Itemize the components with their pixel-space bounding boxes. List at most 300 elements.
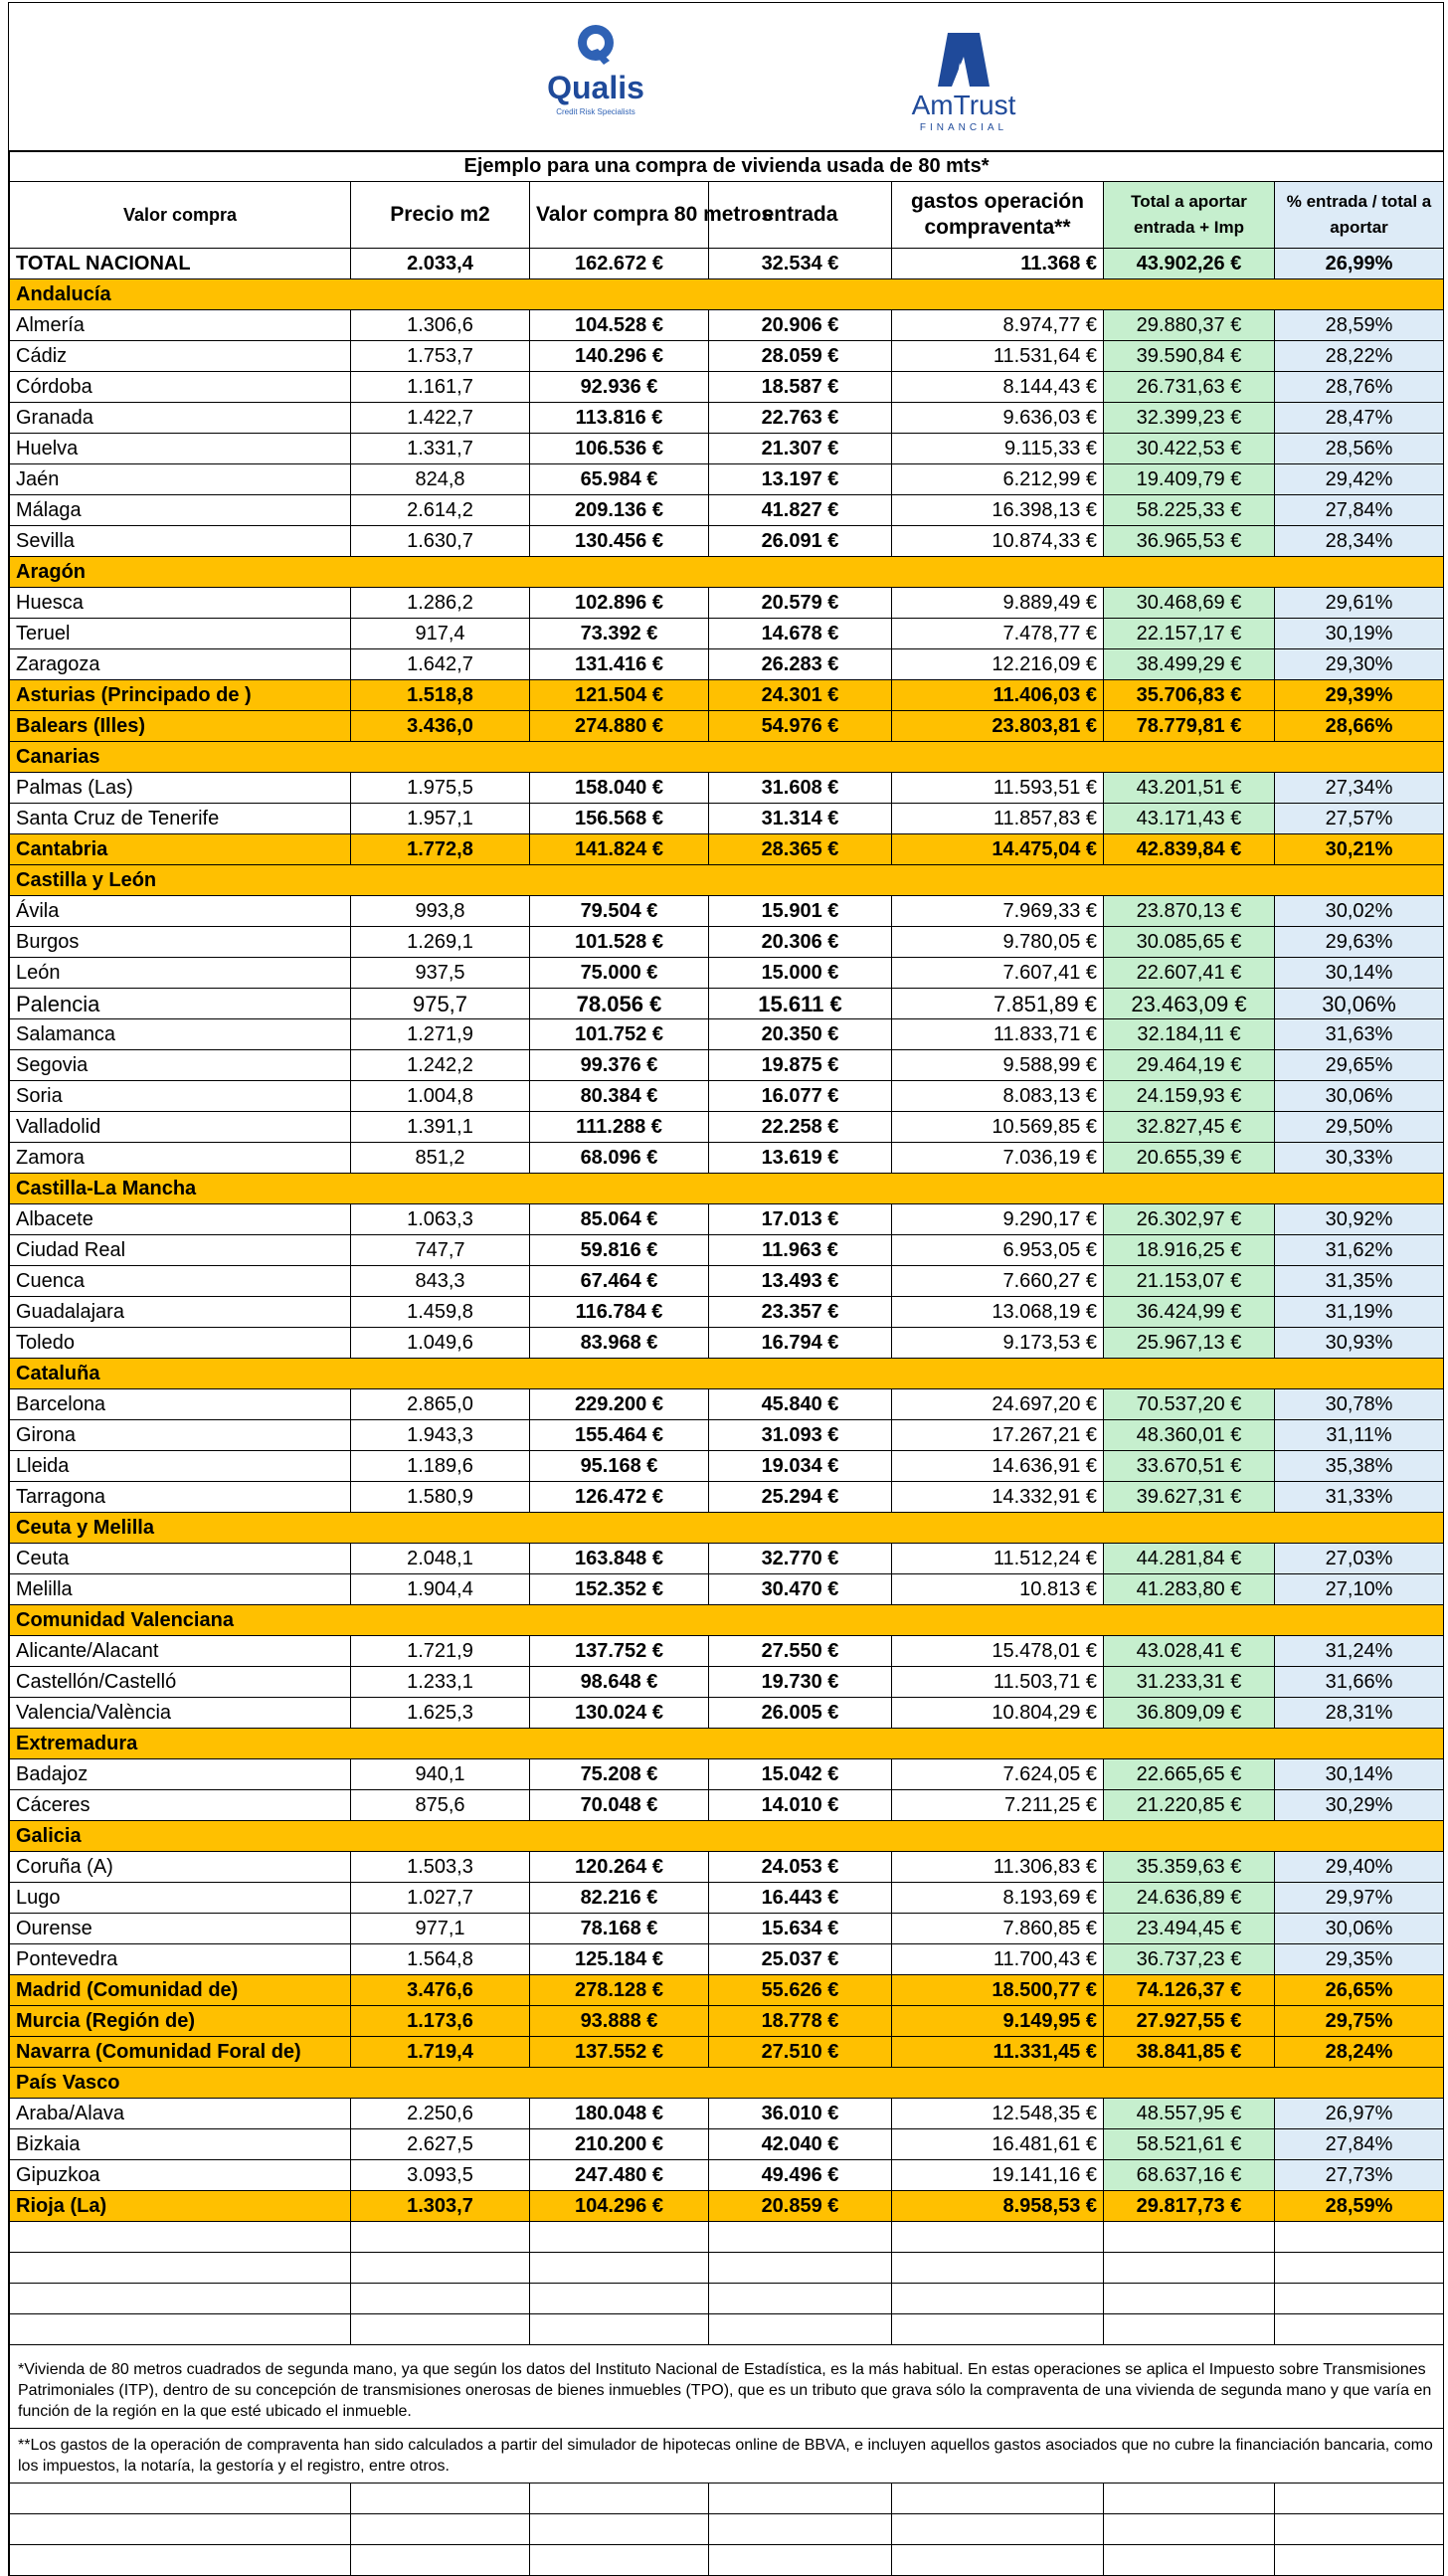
down-payment-cell: 36.010 € xyxy=(709,2099,892,2129)
row-label: Albacete xyxy=(10,1204,351,1235)
down-payment-cell: 20.859 € xyxy=(709,2191,892,2222)
pct-down-total-cell: 29,35% xyxy=(1275,1944,1444,1975)
down-payment-cell: 19.730 € xyxy=(709,1667,892,1698)
housing-cost-table xyxy=(9,151,1444,2576)
price-m2-cell: 1.943,3 xyxy=(351,1420,530,1451)
price-m2-cell: 1.772,8 xyxy=(351,834,530,865)
header-pct-line2: aportar xyxy=(1330,218,1388,237)
price-m2-cell: 1.975,5 xyxy=(351,773,530,804)
total-contribution-cell: 44.281,84 € xyxy=(1104,1544,1275,1574)
total-contribution-cell: 38.841,85 € xyxy=(1104,2037,1275,2068)
pct-down-total-cell: 31,62% xyxy=(1275,1235,1444,1266)
price-m2-cell: 1.189,6 xyxy=(351,1451,530,1482)
pct-down-total-cell: 30,29% xyxy=(1275,1790,1444,1821)
transaction-costs-cell: 15.478,01 € xyxy=(892,1636,1104,1667)
pct-down-total-cell: 28,56% xyxy=(1275,434,1444,464)
total-contribution-cell: 26.731,63 € xyxy=(1104,372,1275,403)
total-contribution-cell: 22.607,41 € xyxy=(1104,958,1275,989)
price-m2-cell: 1.233,1 xyxy=(351,1667,530,1698)
purchase-80m-cell: 229.200 € xyxy=(530,1389,709,1420)
row-label: Córdoba xyxy=(10,372,351,403)
row-label: Granada xyxy=(10,403,351,434)
purchase-80m-cell: 98.648 € xyxy=(530,1667,709,1698)
empty-row xyxy=(10,2222,1444,2253)
header-valor: Valor compra xyxy=(10,182,351,249)
price-m2-cell: 975,7 xyxy=(351,989,530,1019)
down-payment-cell: 18.587 € xyxy=(709,372,892,403)
total-contribution-cell: 41.283,80 € xyxy=(1104,1574,1275,1605)
purchase-80m-cell: 116.784 € xyxy=(530,1297,709,1328)
purchase-80m-cell: 92.936 € xyxy=(530,372,709,403)
table-row xyxy=(10,341,1444,372)
total-contribution-cell: 19.409,79 € xyxy=(1104,464,1275,495)
pct-down-total-cell: 27,34% xyxy=(1275,773,1444,804)
purchase-80m-cell: 158.040 € xyxy=(530,773,709,804)
transaction-costs-cell: 16.481,61 € xyxy=(892,2129,1104,2160)
row-label: Navarra (Comunidad Foral de) xyxy=(10,2037,351,2068)
purchase-80m-cell: 78.168 € xyxy=(530,1914,709,1944)
pct-down-total-cell: 28,34% xyxy=(1275,526,1444,557)
pct-down-total-cell: 27,10% xyxy=(1275,1574,1444,1605)
transaction-costs-cell: 7.969,33 € xyxy=(892,896,1104,927)
purchase-80m-cell: 101.528 € xyxy=(530,927,709,958)
purchase-80m-cell: 278.128 € xyxy=(530,1975,709,2006)
total-row xyxy=(10,249,1444,279)
price-m2-cell: 1.391,1 xyxy=(351,1112,530,1143)
table-row xyxy=(10,1050,1444,1081)
transaction-costs-cell: 8.083,13 € xyxy=(892,1081,1104,1112)
transaction-costs-cell: 11.503,71 € xyxy=(892,1667,1104,1698)
row-label: Ceuta xyxy=(10,1544,351,1574)
total-contribution-cell: 58.225,33 € xyxy=(1104,495,1275,526)
transaction-costs-cell: 7.478,77 € xyxy=(892,619,1104,649)
down-payment-cell: 20.906 € xyxy=(709,310,892,341)
total-contribution-cell: 23.463,09 € xyxy=(1104,989,1275,1019)
pct-down-total-cell: 30,06% xyxy=(1275,989,1444,1019)
table-row xyxy=(10,1143,1444,1174)
total-contribution-cell: 24.159,93 € xyxy=(1104,1081,1275,1112)
empty-row xyxy=(10,2253,1444,2284)
transaction-costs-cell: 17.267,21 € xyxy=(892,1420,1104,1451)
purchase-80m-cell: 152.352 € xyxy=(530,1574,709,1605)
row-label: Pontevedra xyxy=(10,1944,351,1975)
price-m2-cell: 875,6 xyxy=(351,1790,530,1821)
total-contribution-cell: 38.499,29 € xyxy=(1104,649,1275,680)
pct-down-total-cell: 28,22% xyxy=(1275,341,1444,372)
pct-down-total-cell: 28,24% xyxy=(1275,2037,1444,2068)
footnote-1: *Vivienda de 80 metros cuadrados de segunda mano, ya que según los datos del Instituto Nacional de Estadística, es la más habitual. En estas operaciones se aplica el Impuesto sobre Transmisiones Patrimoniales (ITP), dentro de su concepción de transmisiones onerosas de bienes inmuebles (TPO), que es un tributo que grava sólo la compraventa de una vivienda de segunda mano y que varía en función de la región en la que esté ubicado el inmueble. xyxy=(10,2345,1444,2429)
table-row xyxy=(10,403,1444,434)
header-total xyxy=(1104,182,1275,249)
row-label: Melilla xyxy=(10,1574,351,1605)
transaction-costs-cell: 11.306,83 € xyxy=(892,1852,1104,1883)
purchase-80m-cell: 104.528 € xyxy=(530,310,709,341)
region-row xyxy=(10,2006,1444,2037)
transaction-costs-cell: 9.173,53 € xyxy=(892,1328,1104,1359)
row-label: Cáceres xyxy=(10,1790,351,1821)
total-contribution-cell: 20.655,39 € xyxy=(1104,1143,1275,1174)
table-row xyxy=(10,1328,1444,1359)
down-payment-cell: 54.976 € xyxy=(709,711,892,742)
total-contribution-cell: 30.085,65 € xyxy=(1104,927,1275,958)
total-contribution-cell: 36.737,23 € xyxy=(1104,1944,1275,1975)
pct-down-total-cell: 27,84% xyxy=(1275,2129,1444,2160)
empty-row xyxy=(10,2314,1444,2345)
purchase-80m-cell: 163.848 € xyxy=(530,1544,709,1574)
transaction-costs-cell: 11.331,45 € xyxy=(892,2037,1104,2068)
total-contribution-cell: 36.965,53 € xyxy=(1104,526,1275,557)
price-m2-cell: 1.242,2 xyxy=(351,1050,530,1081)
purchase-80m-cell: 274.880 € xyxy=(530,711,709,742)
down-payment-cell: 22.763 € xyxy=(709,403,892,434)
table-row xyxy=(10,896,1444,927)
total-contribution-cell: 31.233,31 € xyxy=(1104,1667,1275,1698)
total-contribution-cell: 22.157,17 € xyxy=(1104,619,1275,649)
transaction-costs-cell: 9.780,05 € xyxy=(892,927,1104,958)
total-contribution-cell: 30.422,53 € xyxy=(1104,434,1275,464)
down-payment-cell: 28.365 € xyxy=(709,834,892,865)
down-payment-cell: 13.197 € xyxy=(709,464,892,495)
table-row xyxy=(10,1451,1444,1482)
purchase-80m-cell: 130.024 € xyxy=(530,1698,709,1729)
transaction-costs-cell: 24.697,20 € xyxy=(892,1389,1104,1420)
down-payment-cell: 32.770 € xyxy=(709,1544,892,1574)
price-m2-cell: 977,1 xyxy=(351,1914,530,1944)
table-row xyxy=(10,310,1444,341)
down-payment-cell: 19.875 € xyxy=(709,1050,892,1081)
total-contribution-cell: 27.927,55 € xyxy=(1104,2006,1275,2037)
total-contribution-cell: 30.468,69 € xyxy=(1104,588,1275,619)
purchase-80m-cell: 120.264 € xyxy=(530,1852,709,1883)
row-label: Badajoz xyxy=(10,1759,351,1790)
total-contribution-cell: 48.557,95 € xyxy=(1104,2099,1275,2129)
down-payment-cell: 13.619 € xyxy=(709,1143,892,1174)
down-payment-cell: 27.510 € xyxy=(709,2037,892,2068)
total-contribution-cell: 70.537,20 € xyxy=(1104,1389,1275,1420)
pct-down-total-cell: 29,40% xyxy=(1275,1852,1444,1883)
region-row xyxy=(10,2191,1444,2222)
footnote-row-1 xyxy=(10,2345,1444,2429)
region-header-row xyxy=(10,279,1444,310)
row-label: Toledo xyxy=(10,1328,351,1359)
region-header-row xyxy=(10,865,1444,896)
down-payment-cell: 16.443 € xyxy=(709,1883,892,1914)
total-contribution-cell: 68.637,16 € xyxy=(1104,2160,1275,2191)
purchase-80m-cell: 79.504 € xyxy=(530,896,709,927)
purchase-80m-cell: 126.472 € xyxy=(530,1482,709,1513)
price-m2-cell: 1.904,4 xyxy=(351,1574,530,1605)
pct-down-total-cell: 31,24% xyxy=(1275,1636,1444,1667)
header-gastos-line2: compraventa** xyxy=(924,216,1071,239)
row-label: Lugo xyxy=(10,1883,351,1914)
row-label: Lleida xyxy=(10,1451,351,1482)
row-label: Sevilla xyxy=(10,526,351,557)
transaction-costs-cell: 11.368 € xyxy=(892,249,1104,279)
row-label: Almería xyxy=(10,310,351,341)
purchase-80m-cell: 111.288 € xyxy=(530,1112,709,1143)
region-name: Extremadura xyxy=(10,1729,1444,1759)
transaction-costs-cell: 9.290,17 € xyxy=(892,1204,1104,1235)
table-row xyxy=(10,1944,1444,1975)
empty-row xyxy=(10,2284,1444,2314)
pct-down-total-cell: 29,63% xyxy=(1275,927,1444,958)
purchase-80m-cell: 73.392 € xyxy=(530,619,709,649)
pct-down-total-cell: 30,06% xyxy=(1275,1081,1444,1112)
row-label: Tarragona xyxy=(10,1482,351,1513)
qualis-wordmark: Qualis xyxy=(547,70,644,105)
total-contribution-cell: 39.627,31 € xyxy=(1104,1482,1275,1513)
table-row xyxy=(10,588,1444,619)
price-m2-cell: 2.614,2 xyxy=(351,495,530,526)
down-payment-cell: 15.901 € xyxy=(709,896,892,927)
footnote-2: **Los gastos de la operación de compraventa han sido calculados a partir del simulador de hipotecas online de BBVA, e incluyen aquellos gastos asociados que no cubre la financiación bancaria, como los impuestos, la notaría, la gestoría y el registro, entre otros. xyxy=(10,2429,1444,2484)
table-row xyxy=(10,526,1444,557)
price-m2-cell: 1.027,7 xyxy=(351,1883,530,1914)
down-payment-cell: 24.301 € xyxy=(709,680,892,711)
price-m2-cell: 2.033,4 xyxy=(351,249,530,279)
pct-down-total-cell: 27,73% xyxy=(1275,2160,1444,2191)
region-name: Ceuta y Melilla xyxy=(10,1513,1444,1544)
pct-down-total-cell: 30,14% xyxy=(1275,958,1444,989)
table-row xyxy=(10,1081,1444,1112)
amtrust-tagline: FINANCIAL xyxy=(919,122,1008,133)
row-label: Salamanca xyxy=(10,1019,351,1050)
down-payment-cell: 42.040 € xyxy=(709,2129,892,2160)
table-row xyxy=(10,927,1444,958)
pct-down-total-cell: 28,59% xyxy=(1275,310,1444,341)
table-row xyxy=(10,1420,1444,1451)
pct-down-total-cell: 30,19% xyxy=(1275,619,1444,649)
region-header-row xyxy=(10,1729,1444,1759)
header-pct xyxy=(1275,182,1444,249)
price-m2-cell: 1.459,8 xyxy=(351,1297,530,1328)
region-row xyxy=(10,2037,1444,2068)
pct-down-total-cell: 30,02% xyxy=(1275,896,1444,927)
row-label: Palmas (Las) xyxy=(10,773,351,804)
total-contribution-cell: 29.880,37 € xyxy=(1104,310,1275,341)
row-label: Castellón/Castelló xyxy=(10,1667,351,1698)
transaction-costs-cell: 11.857,83 € xyxy=(892,804,1104,834)
row-label: Araba/Alava xyxy=(10,2099,351,2129)
purchase-80m-cell: 140.296 € xyxy=(530,341,709,372)
transaction-costs-cell: 9.889,49 € xyxy=(892,588,1104,619)
table-row xyxy=(10,1019,1444,1050)
down-payment-cell: 15.634 € xyxy=(709,1914,892,1944)
purchase-80m-cell: 68.096 € xyxy=(530,1143,709,1174)
transaction-costs-cell: 9.636,03 € xyxy=(892,403,1104,434)
table-row xyxy=(10,1389,1444,1420)
down-payment-cell: 14.010 € xyxy=(709,1790,892,1821)
row-label: Ciudad Real xyxy=(10,1235,351,1266)
region-name: Castilla y León xyxy=(10,865,1444,896)
table-row xyxy=(10,1852,1444,1883)
down-payment-cell: 20.579 € xyxy=(709,588,892,619)
down-payment-cell: 31.314 € xyxy=(709,804,892,834)
row-label: Rioja (La) xyxy=(10,2191,351,2222)
table-row xyxy=(10,1759,1444,1790)
down-payment-cell: 49.496 € xyxy=(709,2160,892,2191)
purchase-80m-cell: 75.208 € xyxy=(530,1759,709,1790)
total-contribution-cell: 21.153,07 € xyxy=(1104,1266,1275,1297)
purchase-80m-cell: 130.456 € xyxy=(530,526,709,557)
pct-down-total-cell: 31,63% xyxy=(1275,1019,1444,1050)
down-payment-cell: 13.493 € xyxy=(709,1266,892,1297)
price-m2-cell: 1.049,6 xyxy=(351,1328,530,1359)
pct-down-total-cell: 27,84% xyxy=(1275,495,1444,526)
price-m2-cell: 1.422,7 xyxy=(351,403,530,434)
total-contribution-cell: 74.126,37 € xyxy=(1104,1975,1275,2006)
footnote-row-2 xyxy=(10,2429,1444,2484)
purchase-80m-cell: 106.536 € xyxy=(530,434,709,464)
row-label: Teruel xyxy=(10,619,351,649)
down-payment-cell: 15.000 € xyxy=(709,958,892,989)
price-m2-cell: 1.161,7 xyxy=(351,372,530,403)
transaction-costs-cell: 19.141,16 € xyxy=(892,2160,1104,2191)
total-contribution-cell: 43.902,26 € xyxy=(1104,249,1275,279)
table-row xyxy=(10,1482,1444,1513)
total-contribution-cell: 58.521,61 € xyxy=(1104,2129,1275,2160)
purchase-80m-cell: 131.416 € xyxy=(530,649,709,680)
transaction-costs-cell: 11.531,64 € xyxy=(892,341,1104,372)
row-label: Zamora xyxy=(10,1143,351,1174)
purchase-80m-cell: 125.184 € xyxy=(530,1944,709,1975)
down-payment-cell: 16.794 € xyxy=(709,1328,892,1359)
region-row xyxy=(10,834,1444,865)
row-label: Cantabria xyxy=(10,834,351,865)
row-label: Guadalajara xyxy=(10,1297,351,1328)
down-payment-cell: 20.306 € xyxy=(709,927,892,958)
purchase-80m-cell: 78.056 € xyxy=(530,989,709,1019)
total-contribution-cell: 32.184,11 € xyxy=(1104,1019,1275,1050)
row-label: Burgos xyxy=(10,927,351,958)
table-row xyxy=(10,649,1444,680)
row-label: Palencia xyxy=(10,989,351,1019)
region-name: Andalucía xyxy=(10,279,1444,310)
table-row xyxy=(10,1297,1444,1328)
down-payment-cell: 30.470 € xyxy=(709,1574,892,1605)
purchase-80m-cell: 82.216 € xyxy=(530,1883,709,1914)
down-payment-cell: 14.678 € xyxy=(709,619,892,649)
down-payment-cell: 15.611 € xyxy=(709,989,892,1019)
price-m2-cell: 747,7 xyxy=(351,1235,530,1266)
amtrust-wordmark: AmTrust xyxy=(911,90,1016,120)
down-payment-cell: 15.042 € xyxy=(709,1759,892,1790)
total-contribution-cell: 35.706,83 € xyxy=(1104,680,1275,711)
purchase-80m-cell: 209.136 € xyxy=(530,495,709,526)
region-name: Cataluña xyxy=(10,1359,1444,1389)
row-label: Valladolid xyxy=(10,1112,351,1143)
table-row xyxy=(10,804,1444,834)
down-payment-cell: 45.840 € xyxy=(709,1389,892,1420)
price-m2-cell: 2.250,6 xyxy=(351,2099,530,2129)
total-contribution-cell: 43.201,51 € xyxy=(1104,773,1275,804)
spreadsheet xyxy=(8,2,1444,2576)
pct-down-total-cell: 30,06% xyxy=(1275,1914,1444,1944)
pct-down-total-cell: 31,19% xyxy=(1275,1297,1444,1328)
purchase-80m-cell: 247.480 € xyxy=(530,2160,709,2191)
down-payment-cell: 21.307 € xyxy=(709,434,892,464)
purchase-80m-cell: 80.384 € xyxy=(530,1081,709,1112)
down-payment-cell: 28.059 € xyxy=(709,341,892,372)
table-row xyxy=(10,989,1444,1019)
pct-down-total-cell: 29,42% xyxy=(1275,464,1444,495)
pct-down-total-cell: 28,66% xyxy=(1275,711,1444,742)
total-contribution-cell: 33.670,51 € xyxy=(1104,1451,1275,1482)
table-row xyxy=(10,1883,1444,1914)
pct-down-total-cell: 28,47% xyxy=(1275,403,1444,434)
purchase-80m-cell: 99.376 € xyxy=(530,1050,709,1081)
transaction-costs-cell: 7.860,85 € xyxy=(892,1914,1104,1944)
table-row xyxy=(10,1914,1444,1944)
row-label: Soria xyxy=(10,1081,351,1112)
row-label: Valencia/València xyxy=(10,1698,351,1729)
price-m2-cell: 1.004,8 xyxy=(351,1081,530,1112)
transaction-costs-cell: 7.624,05 € xyxy=(892,1759,1104,1790)
header-total-line2: entrada + Imp xyxy=(1133,218,1244,237)
header-total-line1: Total a aportar xyxy=(1131,192,1247,211)
price-m2-cell: 1.625,3 xyxy=(351,1698,530,1729)
price-m2-cell: 1.173,6 xyxy=(351,2006,530,2037)
row-label: Bizkaia xyxy=(10,2129,351,2160)
row-label: TOTAL NACIONAL xyxy=(10,249,351,279)
total-contribution-cell: 23.870,13 € xyxy=(1104,896,1275,927)
purchase-80m-cell: 162.672 € xyxy=(530,249,709,279)
total-contribution-cell: 39.590,84 € xyxy=(1104,341,1275,372)
empty-row xyxy=(10,2484,1444,2514)
table-row xyxy=(10,773,1444,804)
price-m2-cell: 1.753,7 xyxy=(351,341,530,372)
pct-down-total-cell: 27,57% xyxy=(1275,804,1444,834)
table-row xyxy=(10,958,1444,989)
empty-row xyxy=(10,2545,1444,2576)
pct-down-total-cell: 30,33% xyxy=(1275,1143,1444,1174)
empty-row xyxy=(10,2514,1444,2545)
pct-down-total-cell: 28,31% xyxy=(1275,1698,1444,1729)
transaction-costs-cell: 6.212,99 € xyxy=(892,464,1104,495)
pct-down-total-cell: 26,99% xyxy=(1275,249,1444,279)
table-title-row xyxy=(10,152,1444,182)
region-header-row xyxy=(10,557,1444,588)
purchase-80m-cell: 101.752 € xyxy=(530,1019,709,1050)
transaction-costs-cell: 8.958,53 € xyxy=(892,2191,1104,2222)
price-m2-cell: 2.865,0 xyxy=(351,1389,530,1420)
region-name: Canarias xyxy=(10,742,1444,773)
row-label: Coruña (A) xyxy=(10,1852,351,1883)
price-m2-cell: 3.093,5 xyxy=(351,2160,530,2191)
transaction-costs-cell: 8.193,69 € xyxy=(892,1883,1104,1914)
price-m2-cell: 1.630,7 xyxy=(351,526,530,557)
pct-down-total-cell: 31,33% xyxy=(1275,1482,1444,1513)
total-contribution-cell: 18.916,25 € xyxy=(1104,1235,1275,1266)
row-label: León xyxy=(10,958,351,989)
down-payment-cell: 32.534 € xyxy=(709,249,892,279)
pct-down-total-cell: 30,14% xyxy=(1275,1759,1444,1790)
price-m2-cell: 1.271,9 xyxy=(351,1019,530,1050)
row-label: Zaragoza xyxy=(10,649,351,680)
total-contribution-cell: 35.359,63 € xyxy=(1104,1852,1275,1883)
total-contribution-cell: 43.171,43 € xyxy=(1104,804,1275,834)
transaction-costs-cell: 10.804,29 € xyxy=(892,1698,1104,1729)
pct-down-total-cell: 30,21% xyxy=(1275,834,1444,865)
price-m2-cell: 940,1 xyxy=(351,1759,530,1790)
transaction-costs-cell: 8.974,77 € xyxy=(892,310,1104,341)
purchase-80m-cell: 156.568 € xyxy=(530,804,709,834)
row-label: Girona xyxy=(10,1420,351,1451)
region-header-row xyxy=(10,2068,1444,2099)
transaction-costs-cell: 7.660,27 € xyxy=(892,1266,1104,1297)
region-header-row xyxy=(10,1513,1444,1544)
table-row xyxy=(10,2099,1444,2129)
